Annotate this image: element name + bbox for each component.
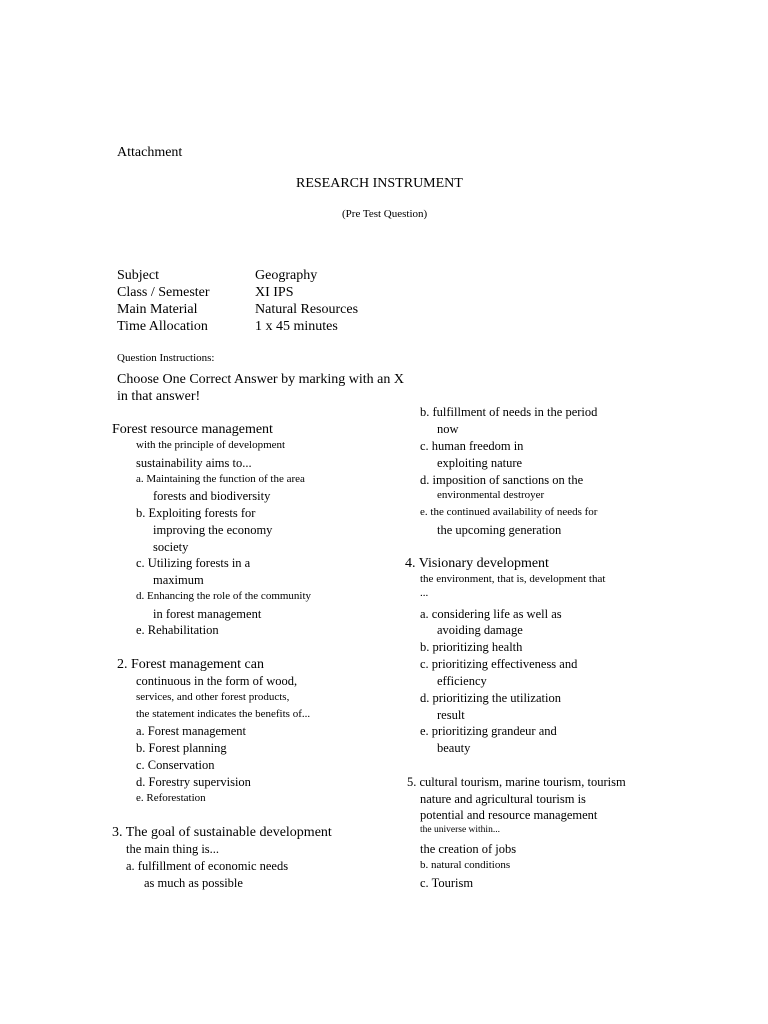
q3-option-a: a. fulfillment of economic needs	[126, 859, 289, 873]
q3-option-d: d. imposition of sanctions on the	[420, 473, 584, 487]
q4-option-c: c. prioritizing effectiveness and	[420, 657, 578, 671]
q4-option-e-cont: beauty	[437, 741, 471, 755]
q1-option-b-cont-1: improving the economy	[153, 523, 273, 537]
instructions-line-2: in that answer!	[117, 389, 201, 404]
q5-option-b: b. natural conditions	[420, 859, 511, 871]
info-value-subject: Geography	[255, 268, 318, 283]
info-label-class: Class / Semester	[117, 285, 210, 300]
q2-option-d: d. Forestry supervision	[136, 775, 251, 789]
attachment-label: Attachment	[117, 145, 183, 160]
q3-option-b-cont: now	[437, 422, 459, 436]
q1-option-a-cont: forests and biodiversity	[153, 489, 271, 503]
q3-option-c: c. human freedom in	[420, 439, 524, 453]
q4-option-d-cont: result	[437, 708, 465, 722]
q3-option-a-cont: as much as possible	[144, 876, 243, 890]
q4-stem-line-1: 4. Visionary development	[405, 556, 549, 571]
q4-option-a-cont: avoiding damage	[437, 623, 523, 637]
q1-stem-line-1: Forest resource management	[112, 422, 273, 437]
q2-option-a: a. Forest management	[136, 724, 247, 738]
instructions-line-1: Choose One Correct Answer by marking with an X	[117, 372, 404, 387]
q1-option-b-cont-2: society	[153, 540, 189, 554]
info-label-subject: Subject	[117, 268, 159, 283]
q5-option-a: the creation of jobs	[420, 842, 517, 856]
q5-stem-line-3: potential and resource management	[420, 808, 598, 822]
q5-option-c: c. Tourism	[420, 876, 474, 890]
q2-stem-line-3: services, and other forest products,	[136, 691, 290, 703]
instructions-heading: Question Instructions:	[117, 352, 215, 364]
q1-option-d-cont: in forest management	[153, 607, 262, 621]
q4-stem-line-3: ...	[420, 587, 429, 599]
q3-option-d-cont: environmental destroyer	[437, 489, 545, 501]
page-title: RESEARCH INSTRUMENT	[296, 176, 463, 191]
q1-option-b: b. Exploiting forests for	[136, 506, 256, 520]
q2-stem-line-4: the statement indicates the benefits of...	[136, 708, 311, 720]
info-value-time: 1 x 45 minutes	[255, 319, 338, 334]
q5-stem-line-1: 5. cultural tourism, marine tourism, tourism	[407, 775, 626, 789]
q3-stem-line-2: the main thing is...	[126, 842, 220, 856]
info-label-time: Time Allocation	[117, 319, 208, 334]
q3-option-e-cont: the upcoming generation	[437, 523, 562, 537]
info-label-material: Main Material	[117, 302, 198, 317]
q4-option-a: a. considering life as well as	[420, 607, 562, 621]
q1-stem-line-3: sustainability aims to...	[136, 456, 252, 470]
q1-stem-line-2: with the principle of development	[136, 439, 286, 451]
q5-stem-line-4: the universe within...	[420, 825, 500, 835]
q4-option-c-cont: efficiency	[437, 674, 487, 688]
q2-stem-line-2: continuous in the form of wood,	[136, 674, 298, 688]
q1-option-c: c. Utilizing forests in a	[136, 556, 251, 570]
q1-option-c-cont: maximum	[153, 573, 204, 587]
q4-option-b: b. prioritizing health	[420, 640, 523, 654]
q2-option-e: e. Reforestation	[136, 792, 206, 804]
q3-option-c-cont: exploiting nature	[437, 456, 523, 470]
q2-option-c: c. Conservation	[136, 758, 215, 772]
q3-option-e: e. the continued availability of needs for	[420, 506, 598, 518]
q4-stem-line-2: the environment, that is, development that	[420, 573, 606, 585]
q3-stem-line-1: 3. The goal of sustainable development	[112, 825, 332, 840]
q2-stem-line-1: 2. Forest management can	[117, 657, 264, 672]
q1-option-e: e. Rehabilitation	[136, 623, 219, 637]
q1-option-a: a. Maintaining the function of the area	[136, 473, 305, 485]
q2-option-b: b. Forest planning	[136, 741, 227, 755]
q4-option-e: e. prioritizing grandeur and	[420, 724, 557, 738]
info-value-material: Natural Resources	[255, 302, 359, 317]
info-value-class: XI IPS	[255, 285, 294, 300]
page-subtitle: (Pre Test Question)	[342, 208, 428, 220]
q5-stem-line-2: nature and agricultural tourism is	[420, 792, 586, 806]
q1-option-d: d. Enhancing the role of the community	[136, 590, 312, 602]
q4-option-d: d. prioritizing the utilization	[420, 691, 561, 705]
q3-option-b: b. fulfillment of needs in the period	[420, 405, 598, 419]
